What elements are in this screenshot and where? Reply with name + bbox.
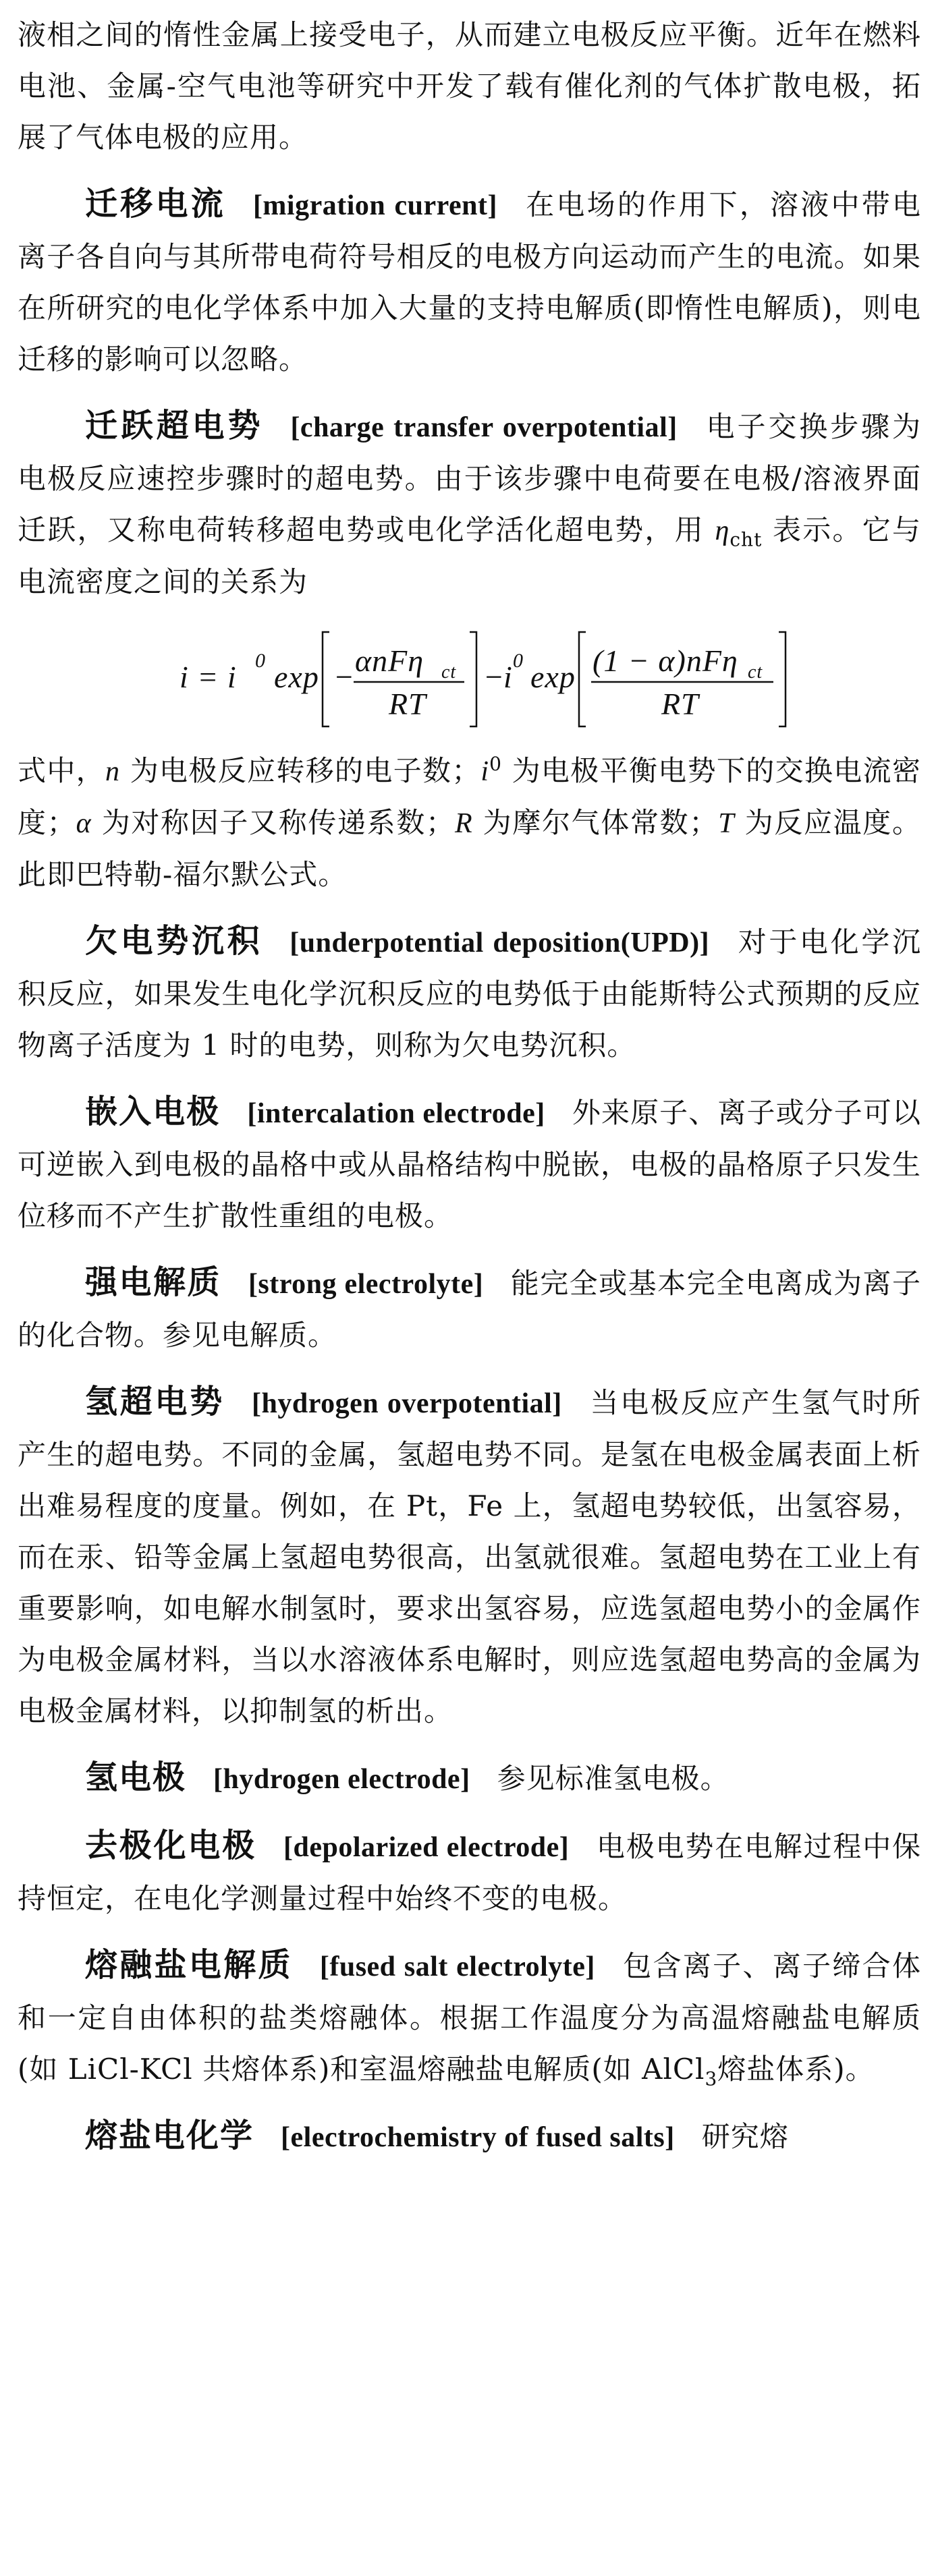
entry-english: [depolarized electrode] [283, 1832, 570, 1863]
formula-num2-sub: ct [748, 662, 763, 683]
explain-text: 为反应温度。此即巴特勒-福尔默公式。 [18, 806, 921, 891]
formula-lhs: i = i [180, 660, 237, 694]
entry-text-after: 表示。它与电流密度之间的关系为 [18, 513, 921, 598]
explain-text: 为电极平衡电势下的交换电流密度； [18, 754, 921, 839]
entry-hydrogen-overpotential [18, 1376, 921, 1737]
explain-text: 为对称因子又称传递系数； [101, 806, 455, 839]
entry-intercalation-electrode [18, 1086, 921, 1242]
var-i: i [480, 756, 490, 787]
entry-charge-transfer-overpotential [18, 400, 921, 608]
entry-english: [fused salt electrolyte] [319, 1951, 595, 1982]
var-alpha: α [76, 808, 92, 839]
entry-english: [charge transfer overpotential] [290, 412, 678, 443]
right-bracket-2 [779, 632, 786, 726]
entry-english: [intercalation electrode] [247, 1098, 545, 1129]
symbol-eta: η [715, 515, 730, 546]
entry-term: 迁移电流 [85, 185, 226, 223]
entry-term: 熔融盐电解质 [85, 1946, 293, 1984]
entry-text-after: 熔盐体系)。 [717, 2053, 875, 2086]
formula-sup0: 0 [255, 650, 266, 672]
explain-text: 为电极反应转移的电子数； [130, 754, 481, 787]
entry-depolarized-electrode [18, 1820, 921, 1924]
entry-english: [hydrogen overpotential] [252, 1388, 562, 1419]
alcl3-subscript: 3 [705, 2067, 718, 2090]
formula-num2: (1 − α)nFη [593, 643, 738, 678]
explain-text: 式中， [18, 754, 106, 787]
left-bracket-1 [323, 632, 329, 726]
entry-english: [strong electrolyte] [248, 1269, 484, 1300]
entry-term: 去极化电极 [85, 1827, 256, 1864]
formula-sup0-2: 0 [513, 650, 524, 672]
intro-paragraph: 液相之间的惰性金属上接受电子，从而建立电极反应平衡。近年在燃料电池、金属-空气电池等研究中开发了载有催化剂的气体扩散电极，拓展了气体电极的应用。 [18, 18, 921, 154]
formula-den-2: RT [661, 687, 699, 721]
entry-term: 氢超电势 [85, 1383, 225, 1421]
formula-i: i [503, 660, 513, 694]
entry-term: 欠电势沉积 [85, 922, 263, 960]
var-T: T [718, 808, 735, 839]
entry-fused-salt-electrolyte [18, 1939, 921, 2095]
formula-explanation [18, 745, 921, 900]
entry-text: 能完全或基本完全电离成为离子的化合物。参见电解质。 [18, 1267, 921, 1352]
var-R: R [455, 808, 473, 839]
explain-text: 为摩尔气体常数； [483, 806, 719, 839]
formula-den-1: RT [389, 687, 426, 721]
entry-underpotential-deposition [18, 915, 921, 1071]
entry-text: 外来原子、离子或分子可以可逆嵌入到电极的晶格中或从晶格结构中脱嵌，电极的晶格原子只发生位移而不产生扩散性重组的电极。 [18, 1096, 921, 1232]
entry-english: [hydrogen electrode] [213, 1764, 470, 1795]
formula-exp-1: exp [274, 660, 319, 694]
entry-strong-electrolyte [18, 1257, 921, 1361]
minus-sign-2: − [483, 660, 505, 694]
symbol-eta-sub: cht [729, 528, 763, 551]
entry-text: 参见标准氢电极。 [497, 1762, 729, 1795]
entry-term: 迁跃超电势 [85, 407, 264, 445]
formula-exp-2: exp [530, 660, 576, 694]
entry-english: [migration current] [252, 190, 497, 221]
right-bracket-1 [470, 632, 476, 726]
entry-text: 电子交换步骤为电极反应速控步骤时的超电势。由于该步骤中电荷要在电极/溶液界面迁跃，又称电荷转移超电势或电化学活化超电势，用 [18, 410, 921, 546]
butler-volmer-formula [18, 612, 921, 740]
entry-hydrogen-electrode [18, 1752, 921, 1805]
entry-text: 电极电势在电解过程中保持恒定，在电化学测量过程中始终不变的电极。 [18, 1830, 921, 1915]
minus-sign: − [333, 660, 356, 694]
entry-term: 嵌入电极 [85, 1093, 221, 1130]
entry-text: 在电场的作用下，溶液中带电离子各自向与其所带电荷符号相反的电极方向运动而产生的电流。如果在所研究的电化学体系中加入大量的支持电解质(即惰性电解质)，则电迁移的影响可以忽略。 [18, 188, 921, 376]
entry-text: 当电极反应产生氢气时所产生的超电势。不同的金属，氢超电势不同。是氢在电极金属表面上析出难易程度的度量。例如，在 Pt，Fe 上，氢超电势较低，出氢容易，而在汞、铅等金属上氢超电势很高，出氢就很难。氢超电势在工业上有重要影响，如电解水制氢时，要求出氢容易，应选氢超电势小的金属作为电极金属材料，当以水溶液体系电解时，则应选氢超电势高的金属为电极金属材料，以抑制氢的析出。 [18, 1386, 921, 1727]
var-n: n [105, 756, 121, 787]
formula-num1-sub: ct [441, 662, 457, 683]
entry-term: 熔盐电化学 [85, 2117, 254, 2154]
entry-migration-current [18, 178, 921, 385]
entry-term: 强电解质 [85, 1263, 221, 1301]
left-bracket-2 [579, 632, 586, 726]
entry-english: [electrochemistry of fused salts] [281, 2122, 675, 2153]
entry-english: [underpotential deposition(UPD)] [290, 927, 710, 958]
entry-term: 氢电极 [85, 1758, 187, 1796]
entry-text: 对于电化学沉积反应，如果发生电化学沉积反应的电势低于由能斯特公式预期的反应物离子活度为 1 时的电势，则称为欠电势沉积。 [18, 925, 921, 1062]
entry-text: 包含离子、离子缔合体和一定自由体积的盐类熔融体。根据工作温度分为高温熔融盐电解质(如 LiCl-KCl 共熔体系)和室温熔融盐电解质(如 AlCl [18, 1949, 921, 2086]
entry-text: 研究熔 [701, 2120, 789, 2153]
formula-svg [153, 612, 827, 740]
formula-num1: αnFη [355, 643, 424, 678]
var-i-sup: 0 [489, 753, 502, 775]
entry-electrochemistry-fused-salts [18, 2110, 921, 2163]
